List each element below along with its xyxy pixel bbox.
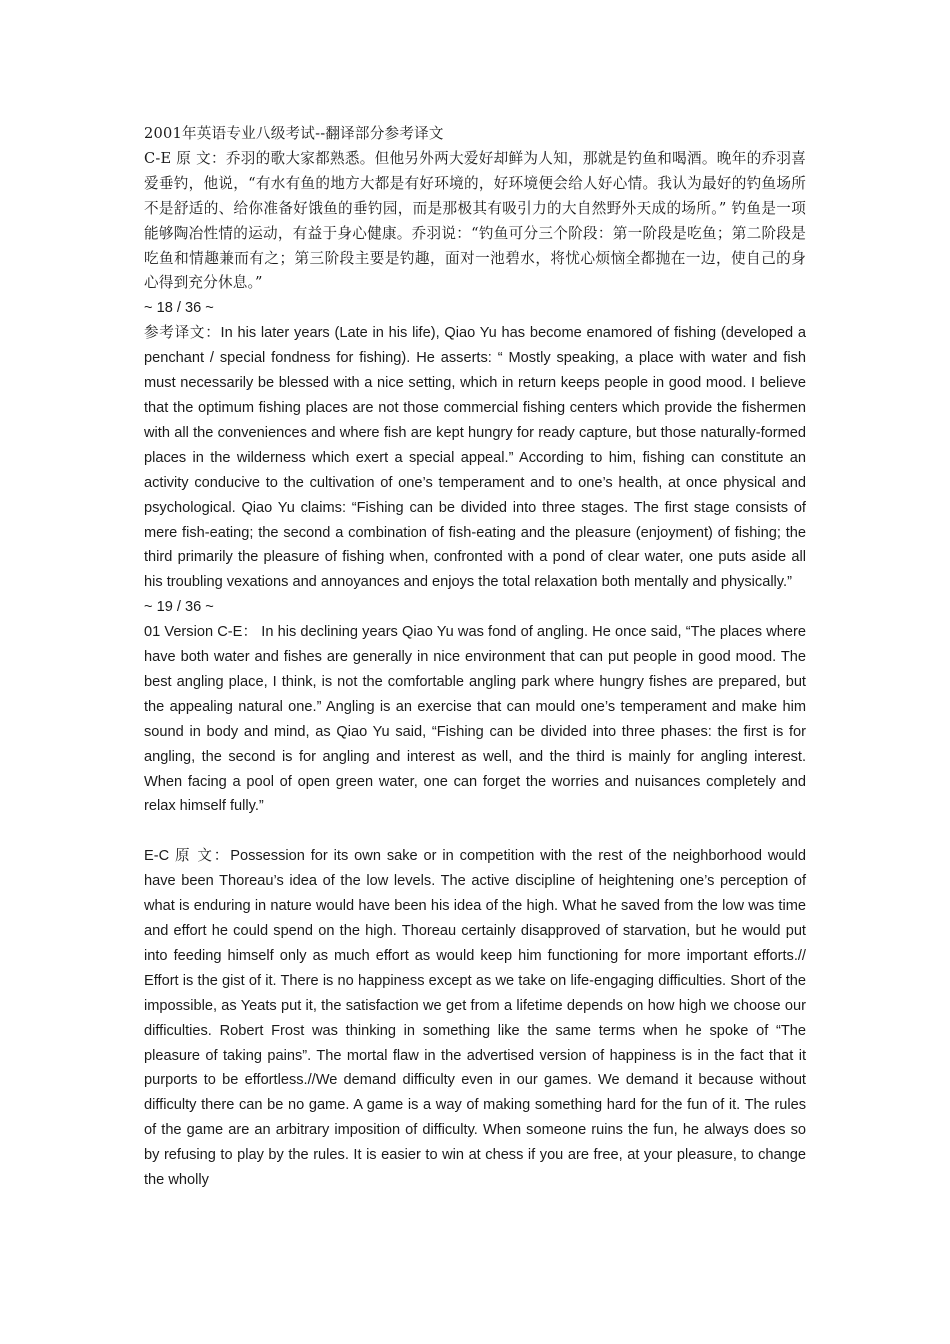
- paragraph-gap: [144, 819, 806, 844]
- page-marker: ~ 19 / 36 ~: [144, 599, 214, 616]
- ce-source-paragraph: C-E 原 文：乔羽的歌大家都熟悉。但他另外两大爱好却鲜为人知，那就是钓鱼和喝酒。晚年的乔羽喜爱垂钓，他说，“有水有鱼的地方大都是有好环境的，好环境便会给人好心情。我认为最好的钓鱼场所不是舒适的、给你准备好饿鱼的垂钓园，而是那极其有吸引力的大自然野外天成的场所。” 钓鱼是一项能够陶冶性情的运动，有益于身心健康。乔羽说：“钓鱼可分三个阶段：第一阶段是吃鱼；第二阶段是吃鱼和情趣兼而有之；第三阶段主要是钓趣，面对一池碧水，将忧心烦恼全都抛在一边，使自己的身心得到充分休息。”: [144, 149, 806, 292]
- ce-reference-paragraph: 参考译文：In his later years (Late in his life), Qiao Yu has become enamored of fishing (developed a penchant / special fondness for fishing). He asserts: “ Mostly speaking, a place with water and fish must necessarily be blessed with a nice setting, which in return keeps people in good mood. I believe that the optimum fishing places are not those commercial fishing centers which provide the fishermen with all the conveniences and where fish are kept hungry for ready capture, but those naturally-formed places in the wilderness which exert a special appeal.” According to him, fishing can constitute an activity conducive to the cultivation of one’s temperament and to one’s health, at once physical and psychological. Qiao Yu claims: “Fishing can be divided into three stages. The first stage consists of mere fish-eating; the second a combination of fish-eating and the pleasure (enjoyment) of fishing; the third primarily the pleasure of fishing when, confronted with a pond of clear water, one puts aside all his troubling vexations and annoyances and enjoys the total relaxation both mentally and physically.”: [144, 325, 806, 591]
- document-title: 2001年英语专业八级考试--翻译部分参考译文: [144, 125, 444, 142]
- page-marker: ~ 18 / 36 ~: [144, 300, 214, 317]
- document-page: [144, 122, 806, 1193]
- ec-source-paragraph: E-C 原 文：Possession for its own sake or in competition with the rest of the neighborhood would have been Thoreau’s idea of the low levels. The active discipline of heightening one’s perception of what is enduring in nature would have been his idea of the high. What he saved from the low was time and effort he could spend on the high. Thoreau certainly disapproved of starvation, but he would put into feeding himself only as much effort as would keep him functioning for more important efforts.// Effort is the gist of it. There is no happiness except as we take on life-engaging difficulties. Short of the impossible, as Yeats put it, the satisfaction we get from a lifetime depends on how high we choose our difficulties. Robert Frost was thinking in something like the same terms when he spoke of “The pleasure of taking pains”. The mortal flaw in the advertised version of happiness is in the fact that it purports to be effortless.//We demand difficulty even in our games. We demand it because without difficulty there can be no game. A game is a way of making something hard for the fun of it. The rules of the game are an arbitrary imposition of difficulty. When someone ruins the fun, he always does so by refusing to play by the rules. It is easier to win at chess if you are free, at your pleasure, to change the wholly: [144, 848, 806, 1189]
- ce-version-paragraph: 01 Version C-E： In his declining years Qiao Yu was fond of angling. He once said, “The places where have both water and fishes are generally in nice environment that can put people in good mood. The best angling place, I think, is not the comfortable angling park where hungry fishes are prepared, but the appealing natural one.” Angling is an exercise that can mould one’s temperament and make him sound in body and mind, as Qiao Yu said, “Fishing can be divided into three phases: the first is for angling, the second is for angling and interest as well, and the third is mainly for angling interest. When facing a pool of open green water, one can forget the worries and nuisances completely and relax himself fully.”: [144, 624, 806, 815]
